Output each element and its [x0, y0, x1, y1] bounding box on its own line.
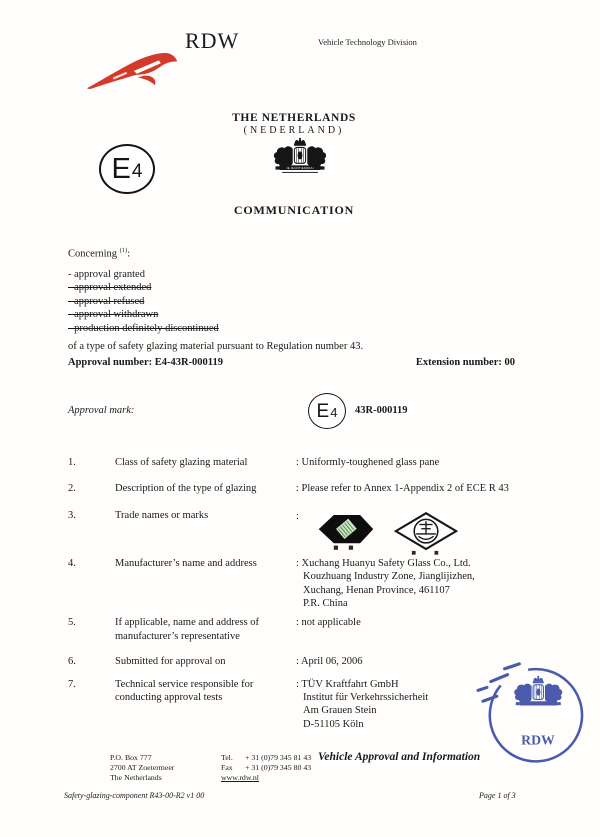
approval-mark-value: 43R-000119 [355, 405, 408, 416]
item-row-3 [68, 509, 538, 556]
item-value [296, 509, 538, 556]
country-title: THE NETHERLANDS [232, 112, 356, 124]
item-label: Trade names or marks [115, 509, 209, 521]
items-list [68, 456, 538, 731]
item-row-5 [68, 616, 538, 643]
item-number: 7. [68, 678, 76, 690]
approval-number: Approval number: E4-43R-000119 [68, 357, 223, 368]
trademark-hexagon-icon [315, 510, 377, 552]
trademark-diamond-icon [393, 510, 459, 556]
item-label: Submitted for approval on [115, 656, 226, 668]
footer-contact: Tel. + 31 (0)79 345 81 43 Fax + 31 (0)79 345 80 43 www.rdw.nl [221, 753, 312, 782]
item-row-1 [68, 456, 538, 469]
e-mark-number: 4 [330, 405, 338, 420]
item-value: : Please refer to Annex 1-Appendix 2 of ECE R 43 [296, 483, 509, 495]
doc-ref: Safety-glazing-component R43-00-R2 v1 00 [64, 791, 205, 800]
e-mark-number: 4 [131, 160, 143, 182]
e4-mark-badge [99, 144, 155, 194]
item-number: 1. [68, 457, 76, 468]
country-subtitle: (NEDERLAND) [243, 125, 345, 136]
concerning-block [68, 244, 363, 353]
concerning-item: - approval granted [68, 268, 145, 280]
approval-mark-label: Approval mark: [68, 405, 135, 416]
e4-approval-mark-badge [308, 393, 346, 429]
footer-website-link: www.rdw.nl [221, 773, 259, 782]
concerning-item: - approval withdrawn [68, 309, 159, 321]
extension-number: Extension number: 00 [415, 357, 515, 368]
page-indicator: Page 1 of 3 [479, 791, 516, 800]
section-title: COMMUNICATION [233, 203, 355, 217]
item-row-4 [68, 557, 538, 611]
item-value: : TÜV Kraftfahrt GmbH Institut für Verkehrssicherheit Am Grauen Stein D-51105 Köln [296, 678, 429, 730]
subject-line: of a type of safety glazing material pursuant to Regulation number 43. [68, 340, 364, 352]
footer-department: Vehicle Approval and Information [318, 751, 481, 763]
concerning-item: - approval extended [68, 282, 152, 294]
item-label: Manufacturer’s name and address [115, 557, 257, 569]
item-value: : not applicable [296, 617, 361, 629]
item-number: 2. [68, 483, 76, 495]
brand-title: RDW [185, 28, 240, 53]
item-number: 4. [68, 557, 76, 569]
item-row-6 [68, 655, 538, 668]
footer-address: P.O. Box 777 2700 AT Zoetermeer The Netherlands [110, 753, 175, 782]
approval-mark-row [68, 392, 528, 432]
country-block [0, 112, 588, 136]
trademark-logos [296, 510, 538, 556]
item-value: : Xuchang Huanyu Safety Glass Co., Ltd. Kouzhuang Industry Zone, Jianglijizhen, Xuchang, Henan Province, 461107 P.R. China [296, 557, 475, 610]
item-label: Technical service responsible for conducting approval tests [115, 678, 254, 704]
e-mark-letter: E [316, 400, 330, 422]
concerning-item: - production definitely discontinued [68, 322, 219, 334]
item-value: : April 06, 2006 [296, 656, 363, 668]
division-title: Vehicle Technology Division [318, 37, 417, 47]
coat-of-arms-icon [257, 136, 343, 192]
item-label: Description of the type of glazing [115, 483, 257, 495]
rdw-swoosh-icon [84, 40, 180, 98]
item-number: 5. [68, 617, 76, 629]
item-value: : Uniformly-toughened glass pane [296, 457, 440, 468]
item-row-2 [68, 482, 538, 495]
concerning-label: Concerning $^{(1)}$: [68, 247, 131, 260]
rdw-stamp-icon [474, 658, 598, 764]
item-label: If applicable, name and address of manufacturer’s representative [115, 617, 260, 642]
item-number: 6. [68, 656, 76, 668]
e-mark-letter: E [111, 152, 131, 185]
stamp-rdw-text: RDW [521, 732, 555, 748]
motto-text: JE MAINTIENDRAI [286, 166, 314, 170]
item-label: Class of safety glazing material [115, 457, 248, 468]
approval-numbers-row [68, 357, 515, 368]
concerning-item: - approval refused [68, 295, 145, 307]
footnote-ref: (1) [119, 247, 128, 254]
item-colon: : [296, 510, 299, 522]
item-number: 3. [68, 509, 76, 521]
item-row-7 [68, 678, 538, 732]
